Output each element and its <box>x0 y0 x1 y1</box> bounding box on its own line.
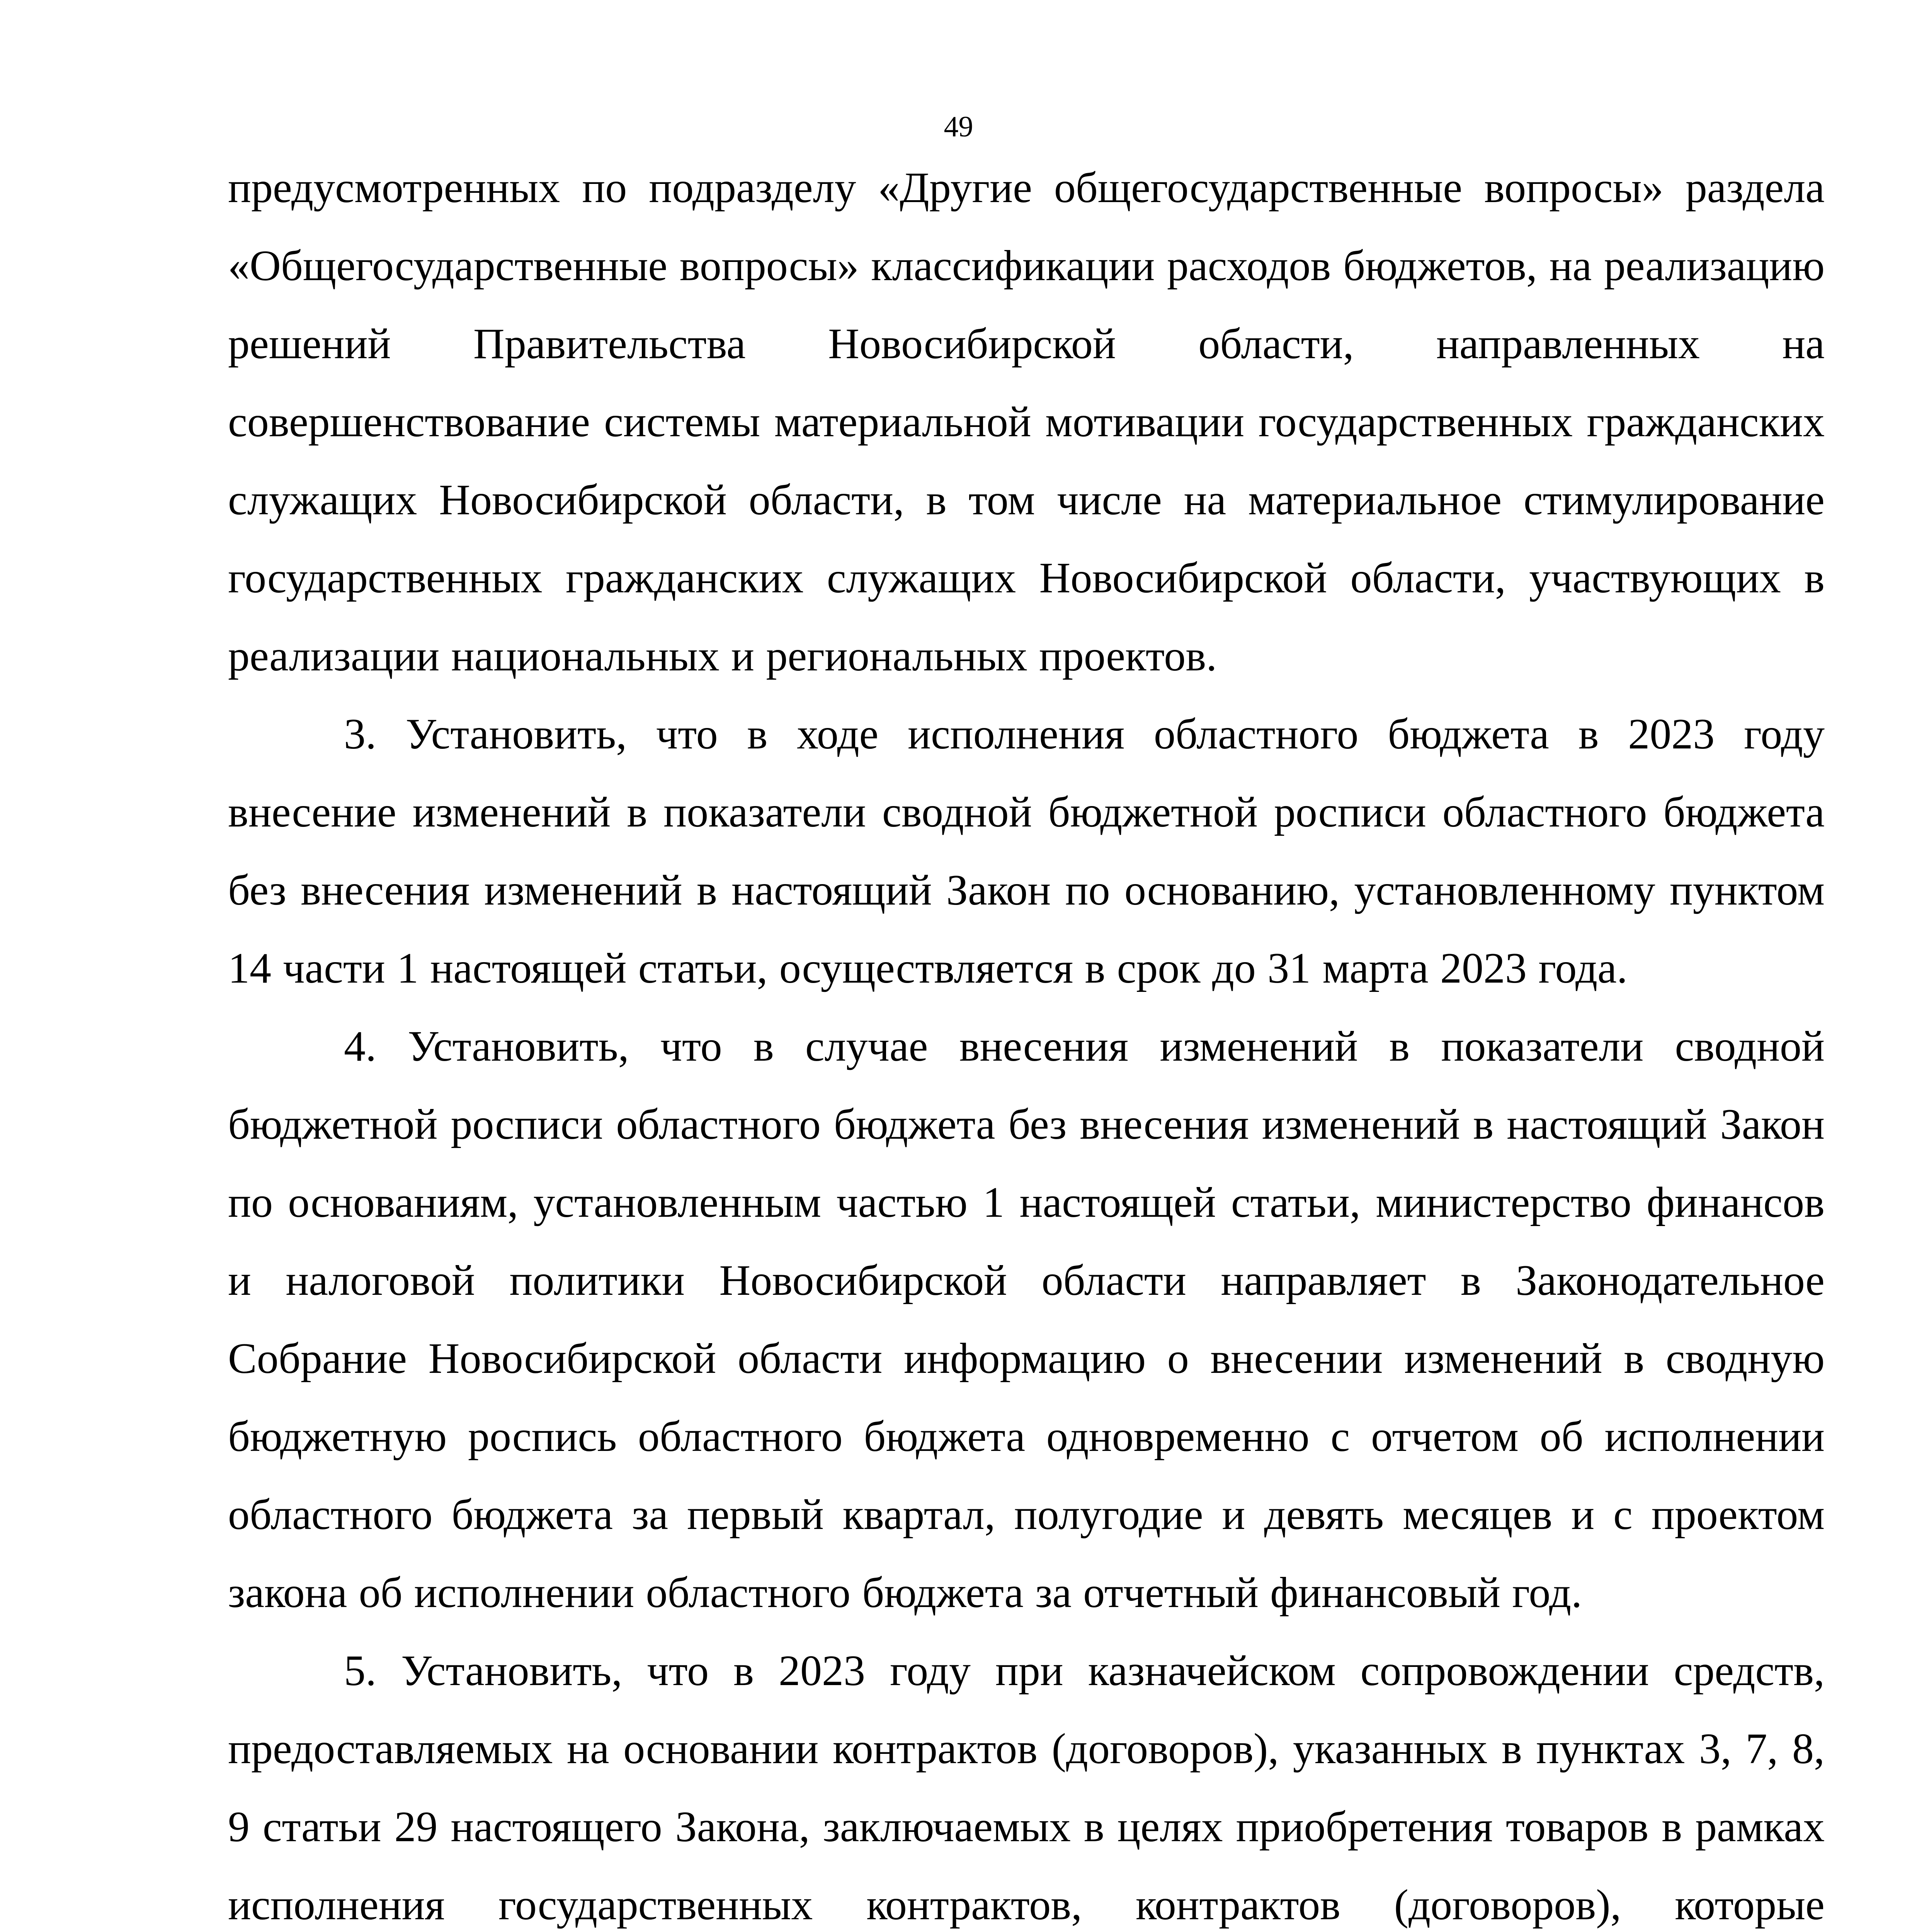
paragraph-item-3: 3. Установить, что в ходе исполнения областного бюджета в 2023 году внесение изменений в показатели сводной бюджетной росписи областного бюджета без внесения изменений в настоящий Закон по основанию, установленному пунктом 14 части 1 настоящей статьи, осуществляется в срок до 31 марта 2023 года. <box>228 710 1825 992</box>
page-number: 49 <box>944 111 973 143</box>
paragraph-item-5: 5. Установить, что в 2023 году при казначейском сопровождении средств, предоставляемых на основании контрактов (договоров), указанных в пунктах 3, 7, 8, 9 статьи 29 настоящего Закона, заключаемых в целях приобретения товаров в рамках исполнения государственных контрактов, контрактов (договоров), которые <box>228 1647 1825 1929</box>
document-body <box>228 149 1825 1932</box>
paragraph-continuation: предусмотренных по подразделу «Другие общегосударственные вопросы» раздела «Общегосударственные вопросы» классификации расходов бюджетов, на реализацию решений Правительства Новосибирской области, направленных на совершенствование системы материальной мотивации государственных гражданских служащих Новосибирской области, в том числе на материальное стимулирование государственных гражданских служащих Новосибирской области, участвующих в реализации национальных и региональных проектов. <box>228 164 1825 680</box>
paragraph-item-4: 4. Установить, что в случае внесения изменений в показатели сводной бюджетной росписи областного бюджета без внесения изменений в настоящий Закон по основаниям, установленным частью 1 настоящей статьи, министерство финансов и налоговой политики Новосибирской области направляет в Законодательное Собрание Новосибирской области информацию о внесении изменений в сводную бюджетную роспись областного бюджета одновременно с отчетом об исполнении областного бюджета за первый квартал, полугодие и девять месяцев и с проектом закона об исполнении областного бюджета за отчетный финансовый год. <box>228 1022 1825 1617</box>
